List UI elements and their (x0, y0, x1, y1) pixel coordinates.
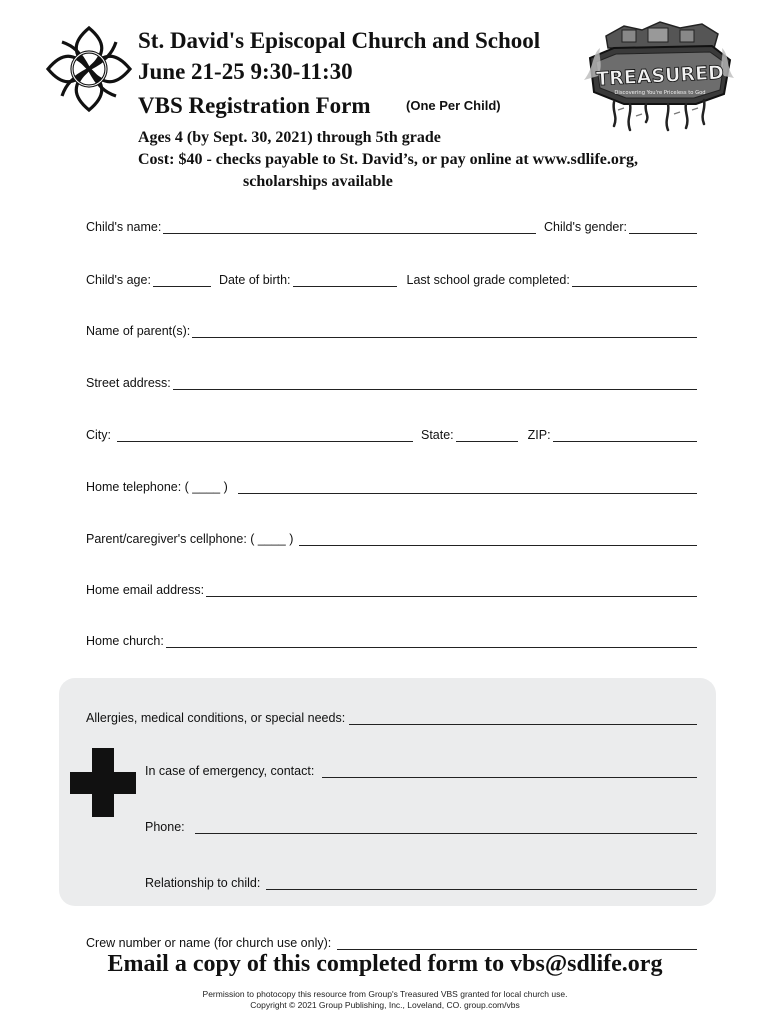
copyright-note: Copyright © 2021 Group Publishing, Inc., Loveland, CO. group.com/vbs (250, 1000, 520, 1010)
form-title: VBS Registration Form (138, 93, 371, 118)
allergies-field[interactable] (349, 708, 697, 725)
street-field[interactable] (173, 373, 697, 390)
permission-note: Permission to photocopy this resource from Group's Treasured VBS granted for local church use. (202, 989, 568, 999)
treasured-vbs-logo (584, 18, 734, 134)
child-age-field[interactable] (153, 270, 211, 287)
child-gender-label: Child's gender: (544, 220, 627, 234)
crew-field[interactable] (337, 933, 697, 950)
state-label: State: (421, 428, 454, 442)
home-phone-label: Home telephone: ( ____ ) (86, 480, 228, 494)
city-label: City: (86, 428, 111, 442)
email-instructions: Email a copy of this completed form to vbs@sdlife.org (107, 951, 663, 977)
last-grade-label: Last school grade completed: (406, 273, 570, 287)
emergency-contact-field[interactable] (322, 761, 697, 778)
allergies-label: Allergies, medical conditions, or special needs: (86, 711, 346, 725)
row-cell-phone (86, 526, 697, 546)
emergency-phone-field[interactable] (195, 817, 697, 834)
state-field[interactable] (456, 425, 518, 442)
zip-field[interactable] (553, 425, 697, 442)
cell-phone-field[interactable] (299, 529, 697, 546)
relationship-label: Relationship to child: (145, 876, 261, 890)
svg-text:Discovering You're Priceless t: Discovering You're Priceless to God (614, 90, 706, 96)
parent-name-field[interactable] (192, 321, 697, 338)
last-grade-field[interactable] (572, 270, 697, 287)
row-crew (86, 930, 697, 950)
street-label: Street address: (86, 376, 171, 390)
crew-label: Crew number or name (for church use only): (86, 936, 332, 950)
form-note: (One Per Child) (406, 98, 501, 113)
home-church-label: Home church: (86, 634, 164, 648)
date-of-birth-field[interactable] (293, 270, 397, 287)
child-name-field[interactable] (163, 217, 536, 234)
row-home-church (86, 628, 697, 648)
svg-text:TREASURED: TREASURED (595, 61, 725, 91)
email-label: Home email address: (86, 583, 205, 597)
row-relationship (145, 870, 697, 890)
row-child-name-gender (86, 214, 697, 234)
city-field[interactable] (117, 425, 413, 442)
scholarship-info: scholarships available (243, 173, 393, 190)
event-dates: June 21-25 9:30-11:30 (138, 59, 353, 84)
zip-label: ZIP: (527, 428, 551, 442)
relationship-field[interactable] (266, 873, 697, 890)
row-street (86, 370, 697, 390)
home-phone-field[interactable] (238, 477, 697, 494)
child-name-label: Child's name: (86, 220, 162, 234)
child-age-label: Child's age: (86, 273, 151, 287)
cell-phone-label: Parent/caregiver's cellphone: ( ____ ) (86, 532, 294, 546)
date-of-birth-label: Date of birth: (218, 273, 291, 287)
church-name: St. David's Episcopal Church and School (138, 28, 541, 53)
emergency-phone-label: Phone: (145, 820, 185, 834)
parent-name-label: Name of parent(s): (86, 324, 191, 338)
row-emergency-phone (145, 814, 697, 834)
medical-cross-icon (70, 748, 136, 817)
home-church-field[interactable] (166, 631, 697, 648)
emergency-contact-label: In case of emergency, contact: (145, 764, 315, 778)
celtic-knot-icon (44, 24, 134, 114)
child-gender-field[interactable] (629, 217, 697, 234)
row-home-phone (86, 474, 697, 494)
row-allergies (86, 705, 697, 725)
ages-info: Ages 4 (by Sept. 30, 2021) through 5th grade (138, 129, 441, 146)
row-age-dob-grade (86, 267, 697, 287)
email-field[interactable] (206, 580, 697, 597)
row-email (86, 577, 697, 597)
row-parent-name (86, 318, 697, 338)
row-city-state-zip (86, 422, 697, 442)
row-emergency-contact (145, 758, 697, 778)
cost-info: Cost: $40 - checks payable to St. David’s, or pay online at www.sdlife.org, (138, 151, 639, 168)
